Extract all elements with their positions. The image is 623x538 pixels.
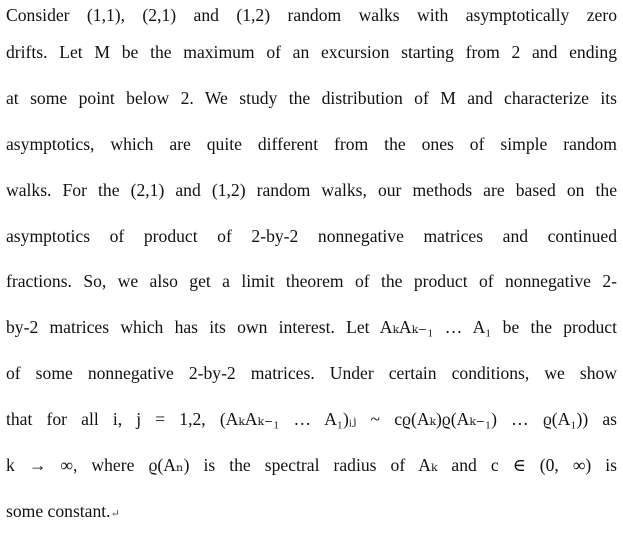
text-line-6: asymptotics of product of 2-by-2 nonnegative matrices and continued (6, 225, 617, 246)
text-line-1: Consider (1,1), (2,1) and (1,2) random walks with asymptotically zero (6, 5, 617, 25)
text-line-7: fractions. So, we also get a limit theorem of the product of nonnegative 2- (6, 271, 617, 292)
paragraph-mark-icon: ↵ (110, 507, 120, 520)
text-line-3: at some point below 2. We study the distribution of M and characterize its (6, 87, 617, 108)
text-line-11: k → ∞, where ϱ(Aₙ) is the spectral radius of Aₖ and c ∈ (0, ∞) is (6, 455, 617, 476)
text-line-4: asymptotics, which are quite different from the ones of simple random (6, 133, 617, 154)
text-line-5: walks. For the (2,1) and (1,2) random walks, our methods are based on the (6, 179, 617, 200)
text-line-12-content: some constant. (6, 500, 111, 521)
text-line-8: by-2 matrices which has its own interest. Let AₖAₖ₋₁ … A₁ be the product (6, 317, 617, 338)
abstract-text (6, 0, 617, 535)
text-line-10: that for all i, j = 1,2, (AₖAₖ₋₁ … A₁)ᵢⱼ ~ cϱ(Aₖ)ϱ(Aₖ₋₁) … ϱ(A₁)) as (6, 409, 617, 430)
text-line-12 (6, 489, 617, 535)
text-line-2: drifts. Let M be the maximum of an excursion starting from 2 and ending (6, 42, 617, 62)
text-line-9: of some nonnegative 2-by-2 matrices. Under certain conditions, we show (6, 363, 617, 384)
